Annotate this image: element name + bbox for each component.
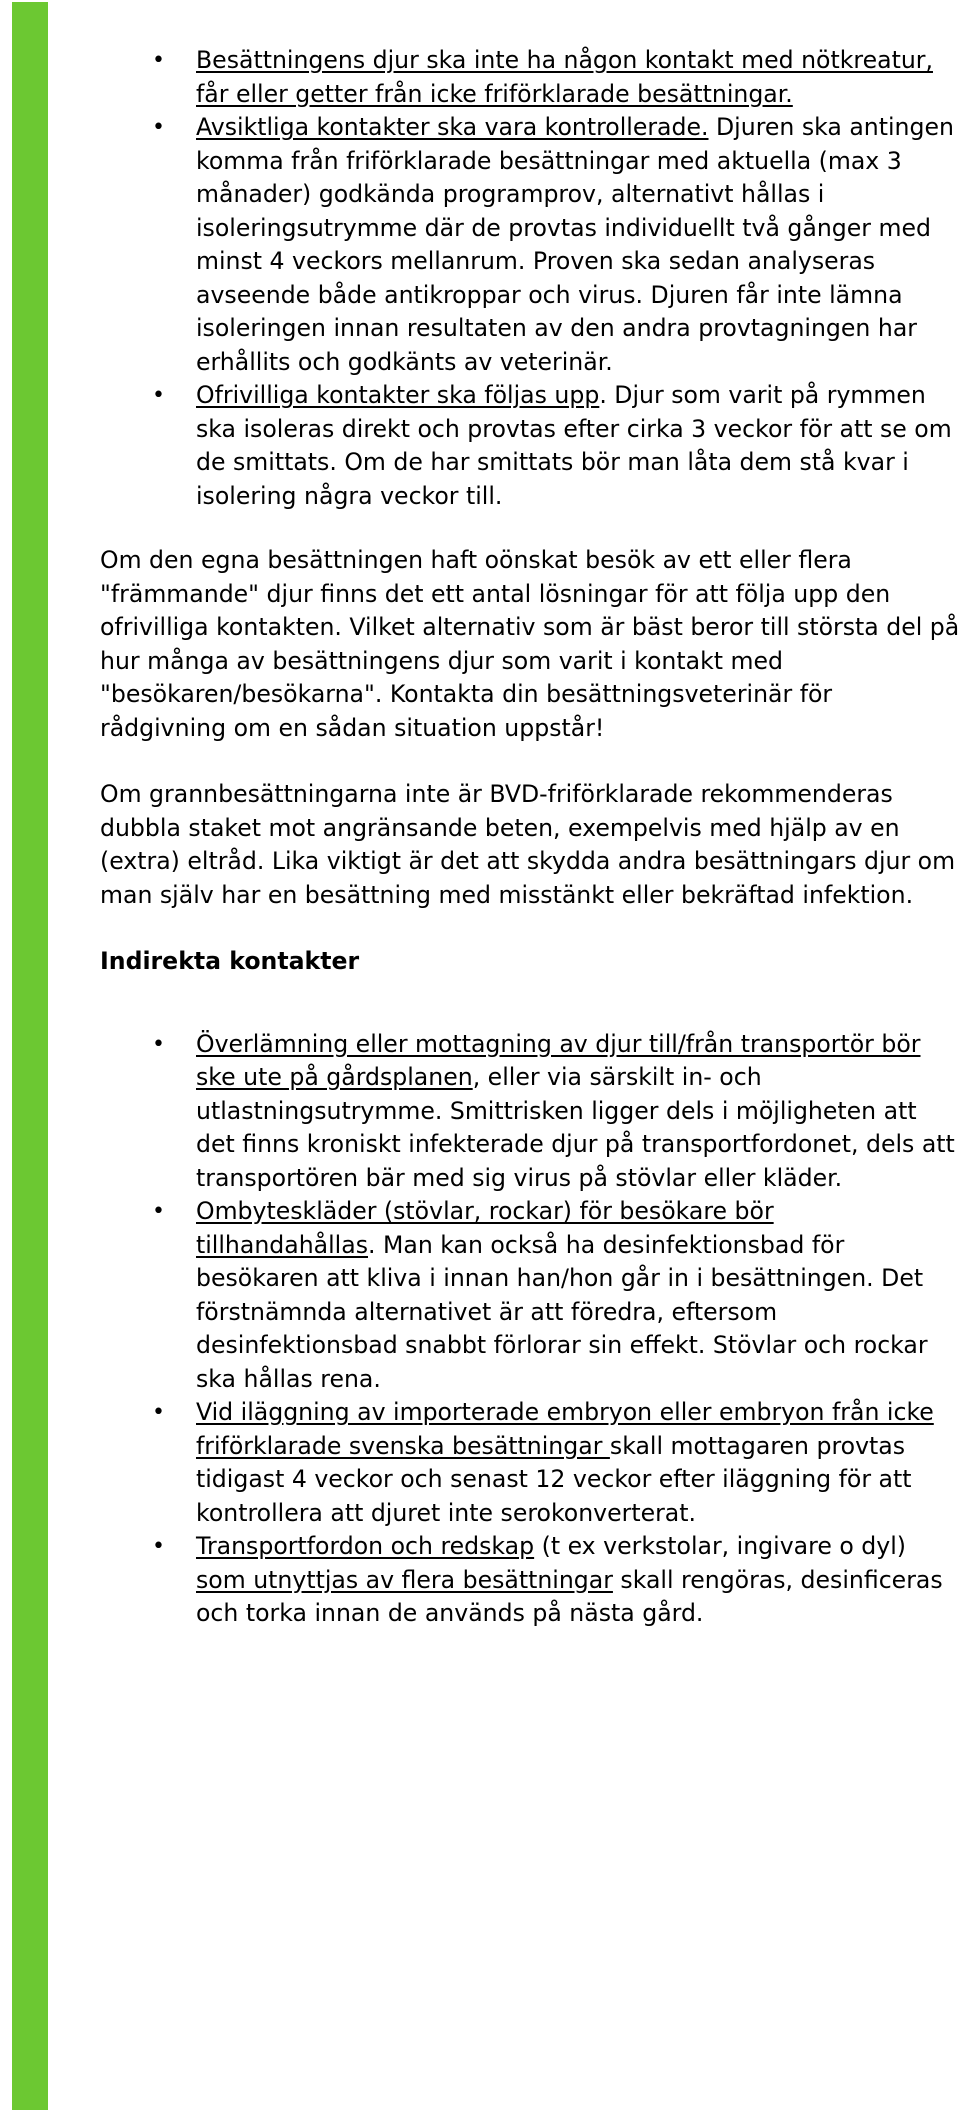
paragraph-unwanted-visit: Om den egna besättningen haft oönskat besök av ett eller flera "främmande" djur finns det ett antal lösningar för att följa upp den ofrivilliga kontakten. Vilket alternativ som är bäst beror till största del på hur många av besättningens djur som varit i kontakt med "besökaren/besökarna". Kontakta din besättningsveterinär för rådgivning om en sådan situation uppstår! — [100, 546, 960, 742]
list-item — [100, 379, 960, 513]
bullet-icon: • — [152, 115, 165, 140]
item-text: Djuren ska antingen komma från friförklarade besättningar med aktuella (max 3 månader) godkända programprov, alternativt hållas i isoleringsutrymme där de provtas individuellt två gånger med minst 4 veckors mellanrum. Proven ska sedan analyseras avseende både antikroppar och virus. Djuren får inte lämna isoleringen innan resultaten av den andra provtagningen har erhållits och godkänts av veterinär. — [196, 113, 954, 376]
green-side-bar — [12, 2, 48, 2110]
bullet-icon: • — [152, 1031, 165, 1057]
bullet-icon: • — [152, 1534, 165, 1559]
underlined-text: Transportfordon och redskap — [196, 1532, 535, 1560]
list-item — [100, 44, 960, 111]
underlined-text: Ombyteskläder (stövlar, rockar) för besökare bör tillhandahållas — [196, 1197, 774, 1259]
item-text: . Man kan också ha desinfektionsbad för besökaren att kliva i innan han/hon går in i besättningen. Det förstnämnda alternativet är att föredra, eftersom desinfektionsbad snabbt förlorar sin effekt. Stövlar och rockar ska hållas rena. — [196, 1230, 928, 1393]
paragraph-neighbour-herds: Om grannbesättningarna inte är BVD-friförklarade rekommenderas dubbla staket mot angränsande beten, exempelvis med hjälp av en (extra) eltråd. Lika viktigt är det att skydda andra besättningars djur om man själv har en besättning med misstänkt eller bekräftad infektion. — [100, 780, 956, 909]
indirect-contacts-list — [100, 1028, 960, 1631]
item-text: (t ex verkstolar, ingivare o dyl) — [534, 1532, 906, 1560]
list-item — [100, 1195, 960, 1396]
underlined-text: Överlämning eller mottagning av djur till/från transportör bör ske ute på gårdsplanen — [196, 1029, 921, 1091]
underlined-text: Besättningens djur ska inte ha någon kontakt med nötkreatur, får eller getter från icke friförklarade besättningar. — [196, 46, 933, 108]
list-item — [100, 1530, 960, 1631]
list-item — [100, 111, 960, 379]
underlined-text: Ofrivilliga kontakter ska följas upp — [196, 381, 600, 409]
bullet-icon: • — [152, 1400, 165, 1425]
item-text: skall mottagaren provtas tidigast 4 veckor och senast 12 veckor efter iläggning för att kontrollera att djuret inte serokonverterat. — [196, 1431, 912, 1527]
list-item — [100, 1028, 960, 1196]
underlined-text: Avsiktliga kontakter ska vara kontrollerade. — [196, 113, 709, 141]
item-text: . Djur som varit på rymmen ska isoleras direkt och provtas efter cirka 3 veckor för att se om de smittats. Om de har smittats bör man låta dem stå kvar i isolering några veckor till. — [196, 381, 952, 510]
document-body — [100, 44, 960, 1631]
item-text: skall rengöras, desinficeras och torka innan de används på nästa gård. — [196, 1565, 943, 1627]
bullet-icon: • — [152, 48, 165, 73]
direct-contacts-list — [100, 44, 960, 513]
underlined-text: som utnyttjas av flera besättningar — [196, 1565, 613, 1594]
list-item — [100, 1396, 960, 1530]
bullet-icon: • — [152, 383, 165, 408]
underlined-text: Vid iläggning av importerade embryon eller embryon från icke friförklarade svenska besättningar — [196, 1398, 934, 1460]
item-text: , eller via särskilt in- och utlastningsutrymme. Smittrisken ligger dels i möjligheten att det finns kroniskt infekterade djur på transportfordonet, dels att transportören bär med sig virus på stövlar eller kläder. — [196, 1063, 955, 1192]
bullet-icon: • — [152, 1199, 165, 1224]
section-heading-indirect-contacts: Indirekta kontakter — [100, 947, 360, 975]
